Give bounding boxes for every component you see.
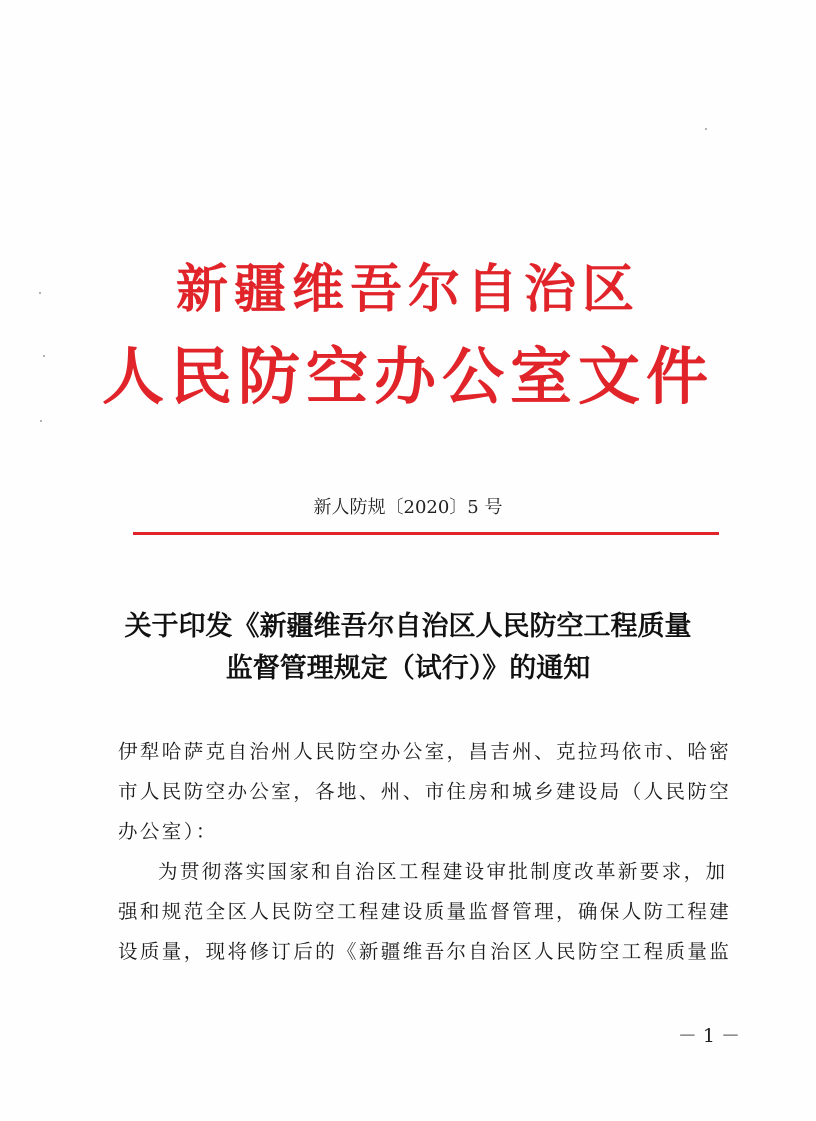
- page-number: － 1 －: [677, 1025, 740, 1047]
- paragraph-line: 为贯彻落实国家和自治区工程建设审批制度改革新要求，加: [158, 860, 728, 883]
- red-divider-line: [133, 532, 719, 535]
- addressee-line: 办公室）：: [118, 820, 218, 843]
- issuer-header-line-2: 人民防空办公室文件: [101, 340, 714, 413]
- title-line-2: 监督管理规定（试行）》的通知: [225, 653, 591, 684]
- addressee-line: 伊犁哈萨克自治州人民防空办公室，昌吉州、克拉玛依市、哈密: [118, 740, 732, 763]
- title-line-1: 关于印发《新疆维吾尔自治区人民防空工程质量: [124, 611, 692, 642]
- paragraph-line: 强和规范全区人民防空工程建设质量监督管理，确保人防工程建: [118, 900, 732, 923]
- scan-speck: [39, 292, 41, 294]
- addressee-line: 市人民防空办公室，各地、州、市住房和城乡建设局（人民防空: [118, 780, 732, 803]
- issuer-header-line-1: 新疆维吾尔自治区: [175, 259, 640, 320]
- paragraph-line: 设质量，现将修订后的《新疆维吾尔自治区人民防空工程质量监: [118, 940, 732, 963]
- scan-speck: [705, 128, 707, 130]
- document-body: [118, 732, 732, 972]
- document-title: [60, 606, 756, 690]
- scan-speck: [40, 420, 42, 422]
- scan-speck: [43, 355, 45, 357]
- document-number: 新人防规〔2020〕5 号: [313, 497, 503, 518]
